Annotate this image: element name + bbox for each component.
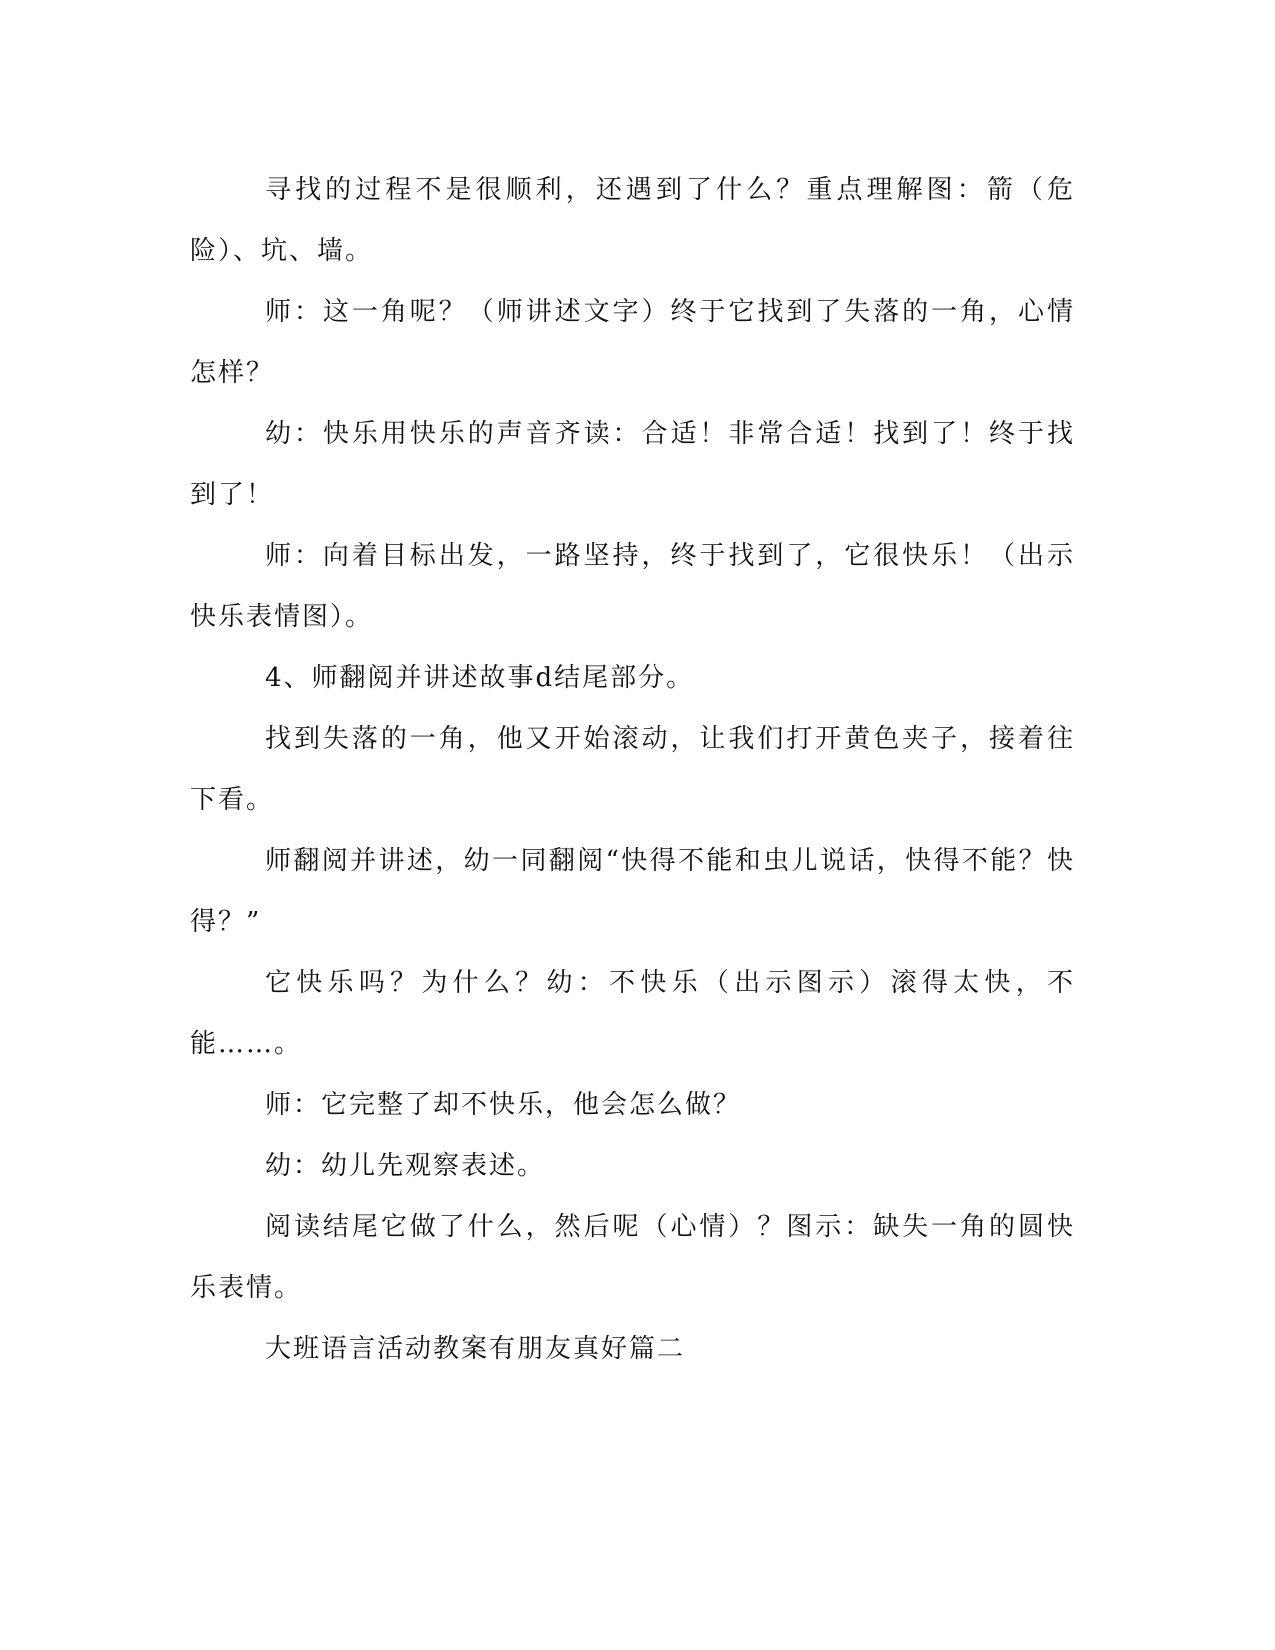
paragraph-teacher-found-corner: 师：这一角呢？（师讲述文字）终于它找到了失落的一角，心情怎样？ bbox=[190, 297, 1075, 388]
paragraph-not-happy: 它快乐吗？为什么？幼：不快乐（出示图示）滚得太快，不能……。 bbox=[190, 968, 1075, 1059]
paragraph-read-together: 师翻阅并讲述，幼一同翻阅“快得不能和虫儿说话，快得不能？快得？” bbox=[190, 846, 1075, 937]
paragraph-keep-rolling: 找到失落的一角，他又开始滚动，让我们打开黄色夹子，接着往下看。 bbox=[190, 724, 1075, 815]
section-heading-part-two: 大班语言活动教案有朋友真好篇二 bbox=[265, 1334, 686, 1364]
paragraph-ending: 阅读结尾它做了什么，然后呢（心情）？图示：缺失一角的圆快乐表情。 bbox=[190, 1212, 1075, 1303]
paragraph-teacher-happy: 师：向着目标出发，一路坚持，终于找到了，它很快乐！（出示快乐表情图）。 bbox=[190, 541, 1075, 632]
paragraph-step-4: 4、师翻阅并讲述故事d结尾部分。 bbox=[265, 663, 695, 693]
paragraph-children-observe: 幼：幼儿先观察表述。 bbox=[265, 1151, 546, 1181]
paragraph-children-read-aloud: 幼：快乐用快乐的声音齐读：合适！非常合适！找到了！终于找到了！ bbox=[190, 419, 1075, 510]
paragraph-what-will-he-do: 师：它完整了却不快乐，他会怎么做？ bbox=[265, 1090, 742, 1120]
document-body bbox=[190, 160, 1075, 1380]
paragraph-obstacles: 寻找的过程不是很顺利，还遇到了什么？重点理解图：箭（危险）、坑、墙。 bbox=[190, 175, 1075, 266]
